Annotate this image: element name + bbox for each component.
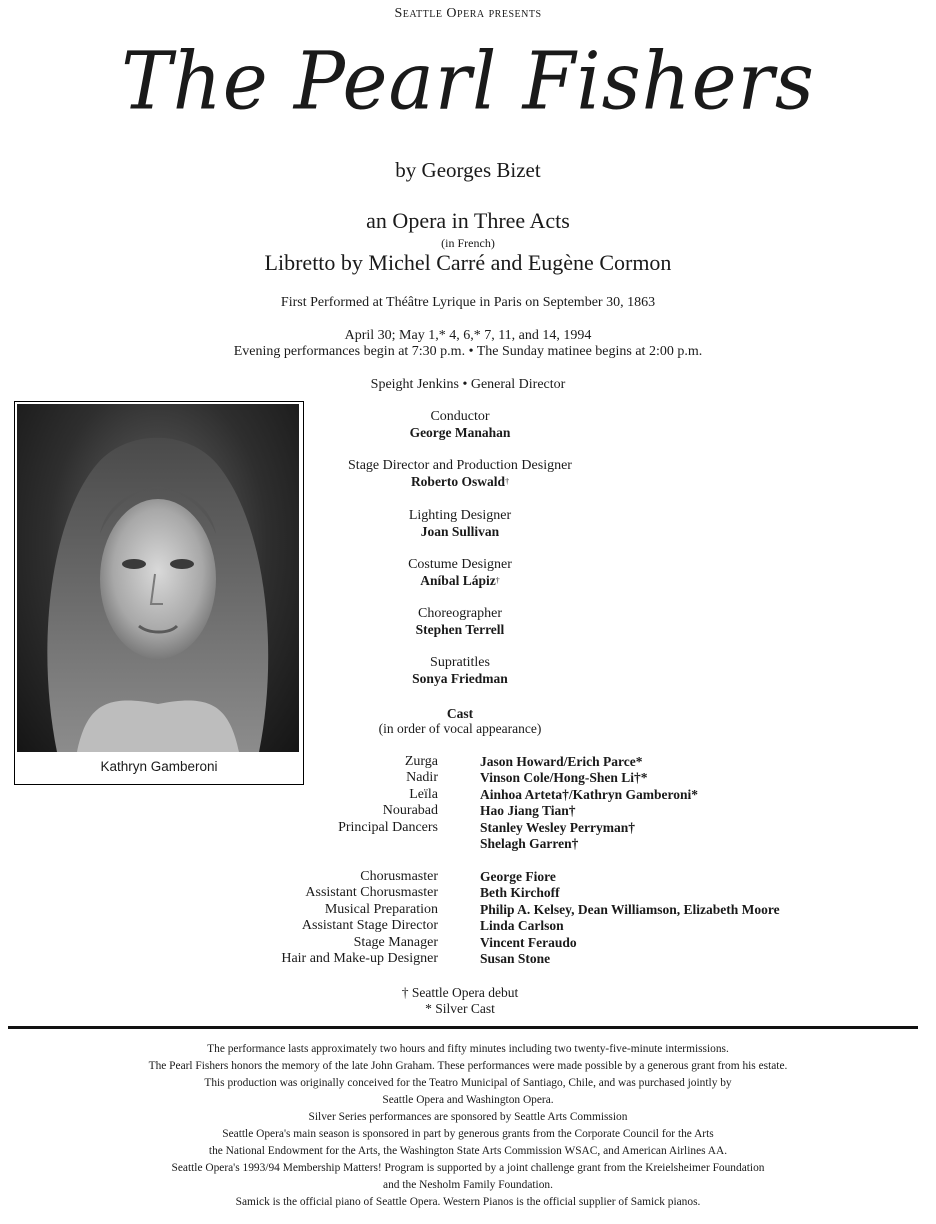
cast-role: Nadir	[406, 770, 438, 785]
portrait-photo	[17, 404, 299, 752]
fine-print-line: Seattle Opera's main season is sponsored in part by generous grants from the Corporate Council for the Arts	[222, 1128, 714, 1140]
cast-name: Vinson Cole/Hong-Shen Li†*	[480, 770, 648, 785]
creative-item	[310, 655, 610, 687]
opera-subtitle: an Opera in Three Acts	[366, 208, 570, 233]
creative-name: Roberto Oswald†	[410, 474, 510, 489]
opera-title: The Pearl Fishers	[121, 33, 815, 128]
staff-role: Stage Manager	[353, 935, 438, 950]
creative-item	[310, 409, 610, 441]
times-line: Evening performances begin at 7:30 p.m. • The Sunday matinee begins at 2:00 p.m.	[233, 344, 703, 359]
cast-role	[138, 836, 438, 852]
language-note: (in French)	[441, 236, 495, 250]
creative-role: Costume Designer	[408, 557, 512, 572]
staff-role: Assistant Chorusmaster	[305, 885, 438, 900]
cast-name: Shelagh Garren†	[480, 836, 579, 851]
cast-note: (in order of vocal appearance)	[378, 721, 542, 736]
cast-name: Jason Howard/Erich Parce*	[480, 754, 643, 769]
photo-frame	[14, 401, 304, 785]
creative-role: Lighting Designer	[408, 508, 512, 523]
portrait-illustration	[17, 404, 299, 752]
cast-role: Principal Dancers	[338, 820, 438, 835]
creative-name: Sonya Friedman	[412, 671, 508, 686]
cast-heading	[310, 706, 610, 736]
staff-name: George Fiore	[480, 869, 556, 884]
presenter-line: Seattle Opera presents	[394, 6, 542, 21]
fine-print-line: and the Nesholm Family Foundation.	[383, 1179, 553, 1191]
creative-item	[310, 606, 610, 638]
cast-name: Stanley Wesley Perryman†	[480, 820, 635, 835]
staff-role: Musical Preparation	[324, 902, 438, 917]
staff-name: Philip A. Kelsey, Dean Williamson, Elizabeth Moore	[480, 902, 780, 917]
creative-role: Choreographer	[418, 606, 502, 621]
fine-print-line: Silver Series performances are sponsored by Seattle Arts Commission	[308, 1111, 628, 1123]
staff-name: Vincent Feraudo	[480, 935, 577, 950]
first-performed-line: First Performed at Théâtre Lyrique in Paris on September 30, 1863	[280, 295, 656, 310]
fine-print-line: Seattle Opera's 1993/94 Membership Matters! Program is supported by a joint challenge grant from the Kreielsheimer Foundation	[171, 1162, 765, 1174]
staff-role: Chorusmaster	[360, 869, 438, 884]
fine-print-line: Samick is the official piano of Seattle Opera. Western Pianos is the official supplier of Samick pianos.	[235, 1196, 701, 1208]
general-director-line: Speight Jenkins • General Director	[370, 377, 566, 392]
fine-print-line: This production was originally conceived for the Teatro Municipal of Santiago, Chile, and was purchased jointly by	[204, 1077, 732, 1089]
performance-dates	[0, 328, 936, 360]
creative-item	[310, 557, 610, 589]
cast-name: Ainhoa Arteta†/Kathryn Gamberoni*	[480, 787, 699, 802]
cast-name: Hao Jiang Tian†	[480, 803, 576, 818]
creative-role: Stage Director and Production Designer	[348, 458, 572, 473]
creative-name: Stephen Terrell	[415, 622, 505, 637]
cast-role: Leïla	[409, 787, 438, 802]
creative-item	[310, 458, 610, 490]
cast-role: Nourabad	[382, 803, 438, 818]
dates-line: April 30; May 1,* 4, 6,* 7, 11, and 14, 1994	[344, 328, 592, 343]
creative-name: George Manahan	[409, 425, 511, 440]
creative-name: Joan Sullivan	[420, 524, 500, 539]
fine-print-line: the National Endowment for the Arts, the Washington State Arts Commission WSAC, and American Airlines AA.	[208, 1145, 728, 1157]
staff-name: Linda Carlson	[480, 918, 564, 933]
fine-print-line: The performance lasts approximately two hours and fifty minutes including two twenty-five-minute intermissions.	[207, 1043, 729, 1055]
silver-cast-footnote: * Silver Cast	[425, 1001, 495, 1016]
staff-name: Beth Kirchoff	[480, 885, 560, 900]
staff-role: Hair and Make-up Designer	[281, 951, 438, 966]
composer-line: by Georges Bizet	[395, 158, 541, 182]
libretto-line: Libretto by Michel Carré and Eugène Cormon	[264, 250, 672, 275]
cast-role: Zurga	[404, 754, 438, 769]
cast-title: Cast	[446, 706, 474, 721]
fine-print-line: The Pearl Fishers honors the memory of the late John Graham. These performances were made possible by a generous grant from his estate.	[148, 1060, 788, 1072]
creative-role: Supratitles	[430, 655, 490, 670]
debut-footnote: † Seattle Opera debut	[401, 985, 519, 1000]
staff-name: Susan Stone	[480, 951, 551, 966]
creative-role: Conductor	[430, 409, 490, 424]
photo-caption: Kathryn Gamberoni	[100, 759, 218, 774]
horizontal-rule	[8, 1026, 918, 1029]
fine-print-line: Seattle Opera and Washington Opera.	[382, 1094, 554, 1106]
creative-item	[310, 508, 610, 540]
creative-name: Aníbal Lápiz†	[420, 573, 500, 588]
fine-print	[20, 1041, 916, 1211]
footnotes	[310, 985, 610, 1017]
staff-role: Assistant Stage Director	[301, 918, 438, 933]
